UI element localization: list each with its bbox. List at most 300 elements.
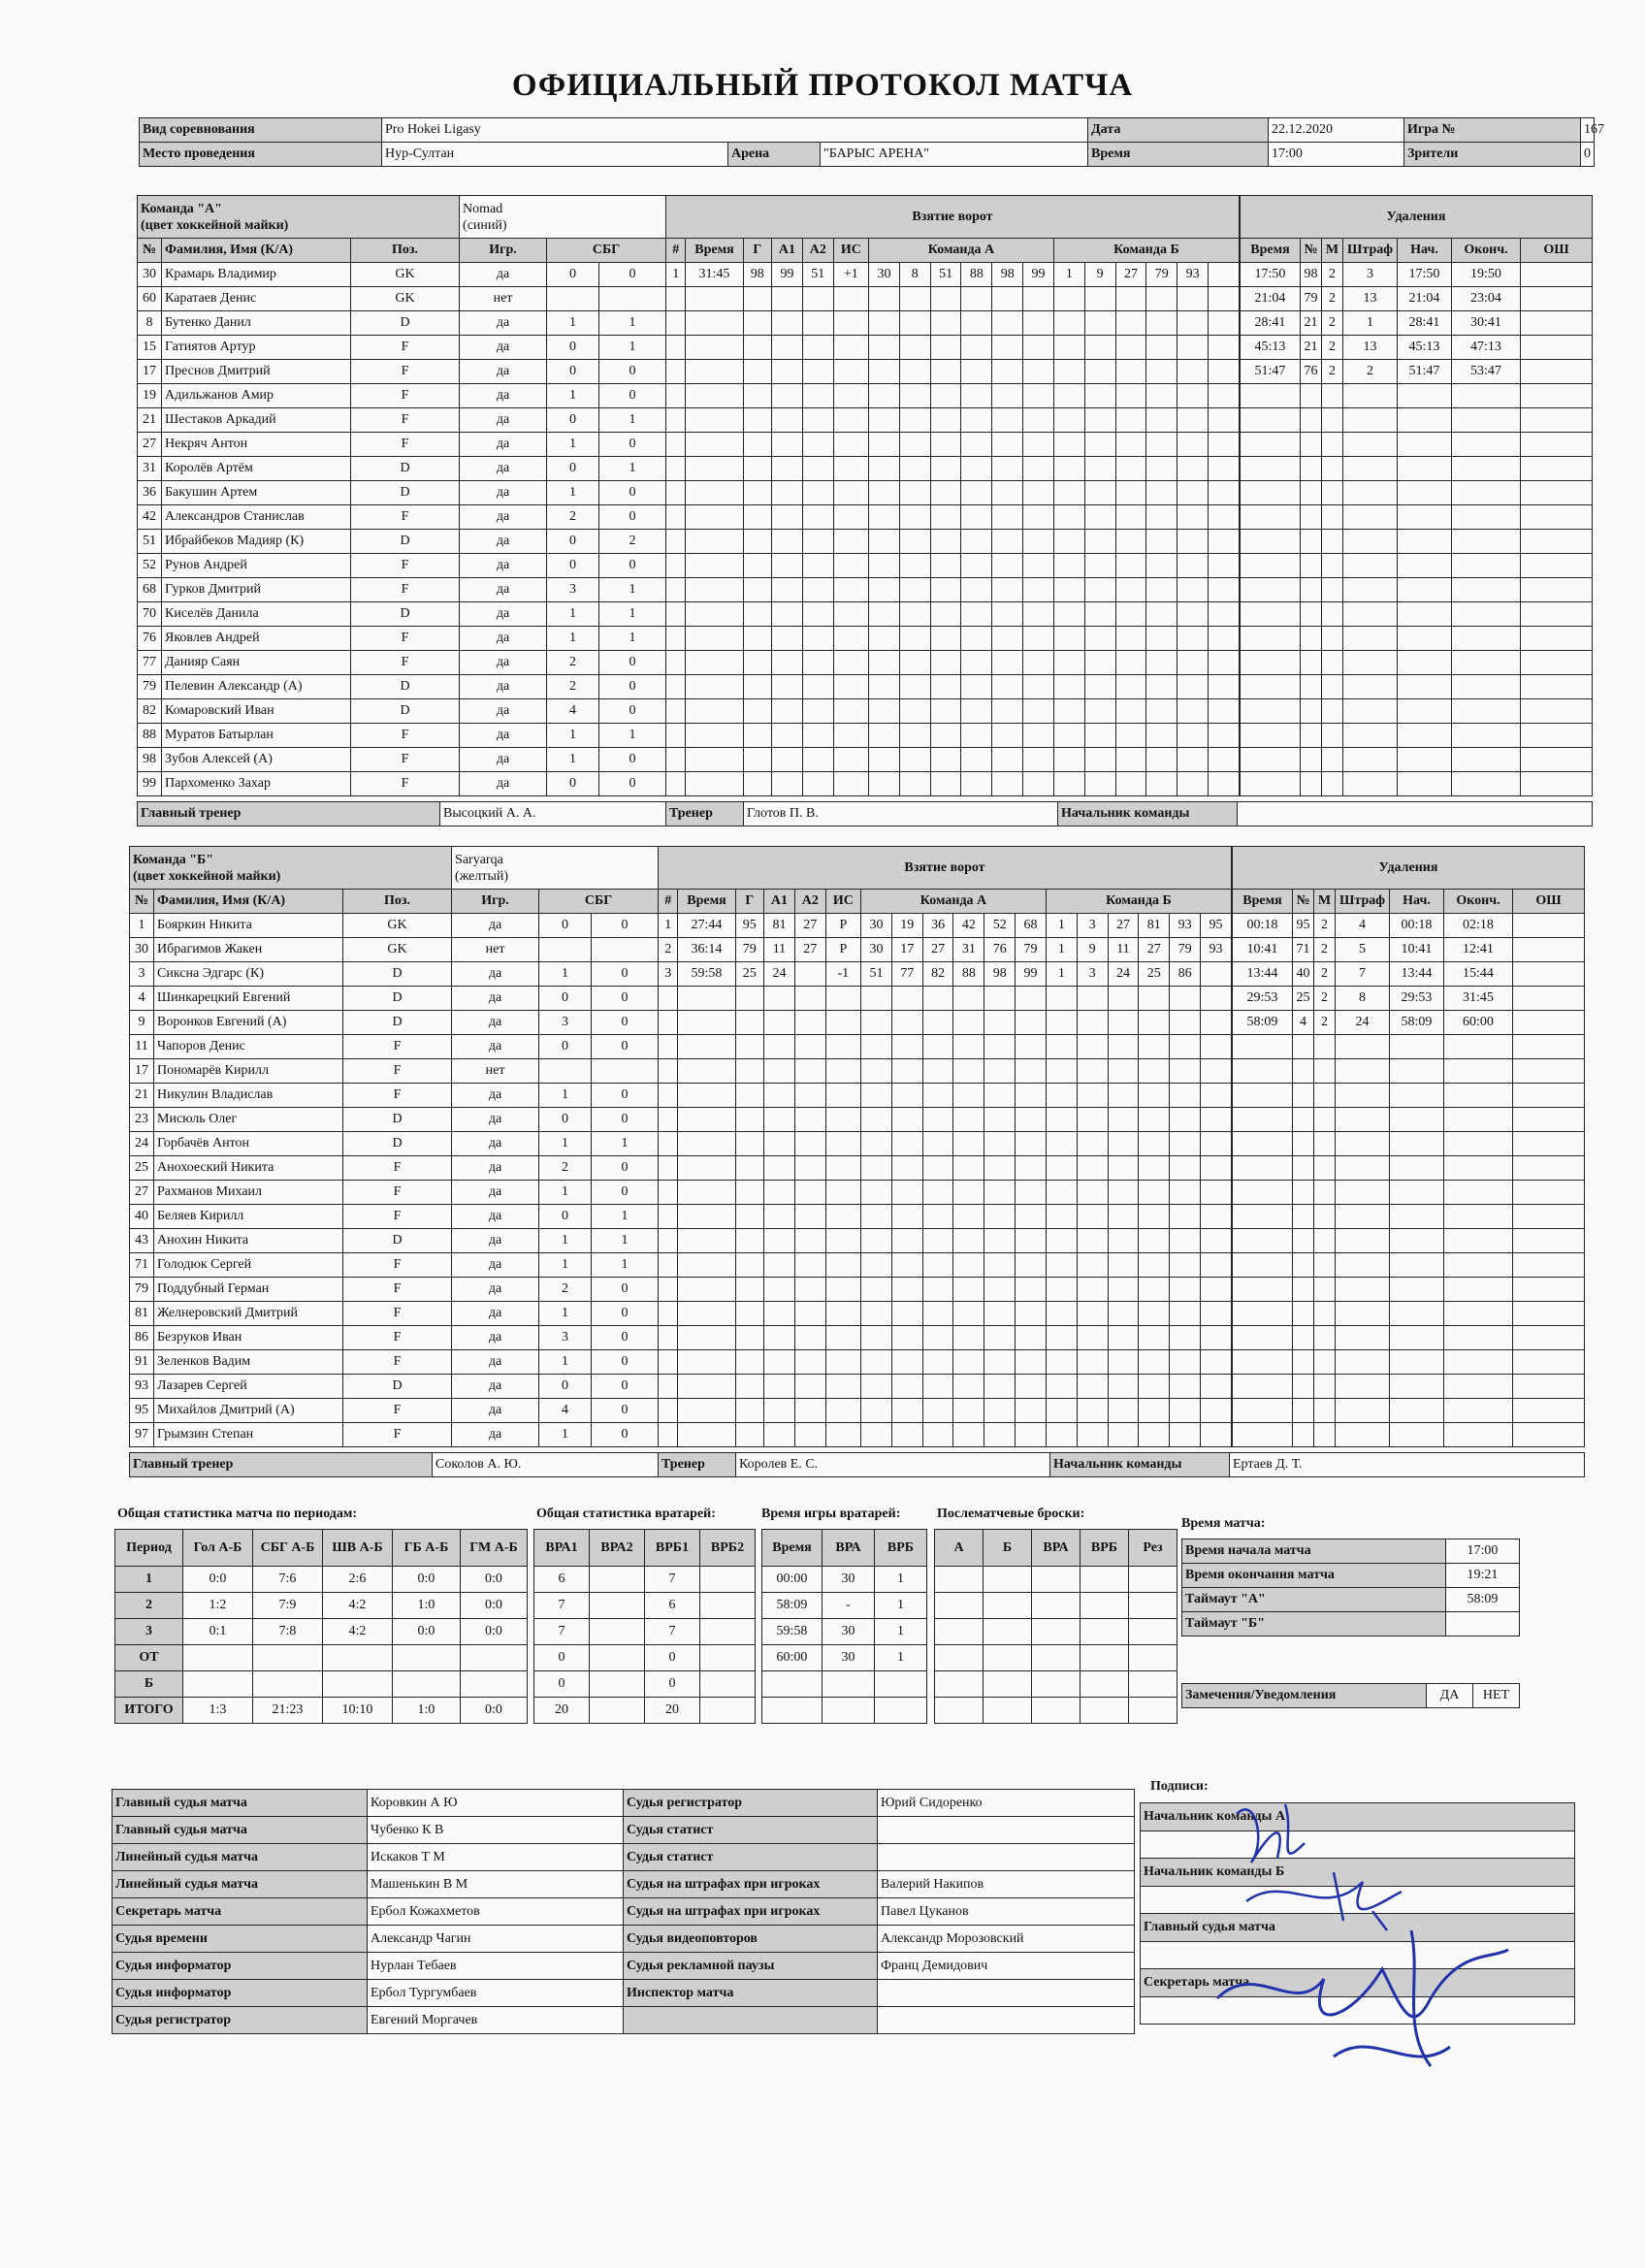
penalty-cell bbox=[1322, 457, 1343, 481]
signature-label: Главный судья матча bbox=[1141, 1914, 1575, 1942]
penalty-cell bbox=[1444, 1423, 1513, 1447]
goal-cell bbox=[869, 554, 900, 578]
player-row bbox=[130, 1326, 659, 1350]
goal-cell: 79 bbox=[735, 938, 764, 962]
player-number: 42 bbox=[138, 505, 162, 530]
goal-cell bbox=[992, 602, 1023, 627]
penalty-cell bbox=[1513, 1059, 1585, 1084]
goal-cell bbox=[899, 724, 930, 748]
col-sbg: СБГ bbox=[539, 890, 659, 914]
goal-cell bbox=[1146, 627, 1177, 651]
goal-cell: 1 bbox=[1046, 938, 1077, 962]
stat-cell bbox=[1129, 1671, 1177, 1698]
penalty-cell bbox=[1521, 433, 1593, 457]
penalty-row bbox=[1233, 1132, 1585, 1156]
goal-cell bbox=[1016, 1035, 1047, 1059]
goal-cell bbox=[1115, 287, 1146, 311]
goal-cell bbox=[1016, 1423, 1047, 1447]
officials-table bbox=[112, 1789, 1135, 2034]
table-row bbox=[762, 1593, 927, 1619]
arena-value: "БАРЫС АРЕНА" bbox=[821, 143, 1088, 167]
player-sbg-2: 0 bbox=[592, 1035, 659, 1059]
player-sbg-1: 1 bbox=[547, 602, 599, 627]
goal-cell bbox=[961, 627, 992, 651]
player-number: 30 bbox=[138, 263, 162, 287]
stat-cell bbox=[1032, 1593, 1081, 1619]
player-sbg-1: 0 bbox=[547, 772, 599, 796]
goal-cell bbox=[1016, 1399, 1047, 1423]
player-name: Александров Станислав bbox=[162, 505, 351, 530]
goal-col-is: ИС bbox=[825, 890, 860, 914]
goal-cell bbox=[772, 675, 803, 699]
goal-cell bbox=[861, 1132, 892, 1156]
signatures-table bbox=[1140, 1802, 1575, 2025]
goal-cell bbox=[825, 1156, 860, 1181]
penalty-cell bbox=[1241, 651, 1301, 675]
goal-cell bbox=[764, 1350, 795, 1375]
player-row bbox=[130, 1375, 659, 1399]
goal-col-a2: А2 bbox=[802, 239, 833, 263]
goal-cell bbox=[659, 1399, 678, 1423]
player-name: Адильжанов Амир bbox=[162, 384, 351, 408]
goal-col-a1: А1 bbox=[772, 239, 803, 263]
stat-cell bbox=[1081, 1671, 1129, 1698]
penalty-cell bbox=[1336, 1132, 1390, 1156]
goal-cell bbox=[686, 360, 743, 384]
notice-label: Замечения/Уведомления bbox=[1182, 1684, 1427, 1708]
goal-cell: 93 bbox=[1200, 938, 1231, 962]
goal-cell bbox=[1077, 1181, 1108, 1205]
player-number: 40 bbox=[130, 1205, 154, 1229]
stat-cell bbox=[323, 1645, 393, 1671]
penalty-cell bbox=[1513, 1278, 1585, 1302]
goal-cell bbox=[1108, 1181, 1139, 1205]
table-row bbox=[534, 1530, 756, 1567]
penalty-cell bbox=[1444, 1181, 1513, 1205]
penalty-cell: 13 bbox=[1343, 336, 1398, 360]
stat-cell bbox=[984, 1593, 1032, 1619]
goal-cell bbox=[1208, 602, 1239, 627]
stat-cell: 7 bbox=[534, 1593, 590, 1619]
player-name: Беляев Кирилл bbox=[154, 1205, 343, 1229]
official-name: Коровкин А Ю bbox=[368, 1790, 624, 1817]
player-position: F bbox=[343, 1350, 452, 1375]
penalty-cell bbox=[1293, 1375, 1314, 1399]
player-sbg-1: 0 bbox=[547, 457, 599, 481]
player-sbg-2: 0 bbox=[599, 360, 666, 384]
goal-cell bbox=[659, 1302, 678, 1326]
player-played: да bbox=[460, 263, 547, 287]
goal-cell bbox=[961, 384, 992, 408]
goal-cell bbox=[772, 772, 803, 796]
official-role: Главный судья матча bbox=[113, 1790, 368, 1817]
goal-cell bbox=[930, 554, 961, 578]
stat-cell bbox=[183, 1645, 253, 1671]
goal-cell bbox=[1046, 1253, 1077, 1278]
goal-cell bbox=[1046, 1229, 1077, 1253]
table-cell bbox=[624, 2007, 878, 2034]
goal-cell bbox=[802, 772, 833, 796]
penalty-cell bbox=[1398, 699, 1452, 724]
player-number: 21 bbox=[138, 408, 162, 433]
penalty-cell: 60:00 bbox=[1444, 1011, 1513, 1035]
penalty-cell bbox=[1521, 336, 1593, 360]
penalty-cell bbox=[1336, 1302, 1390, 1326]
goal-row bbox=[659, 1278, 1232, 1302]
goal-cell bbox=[1023, 433, 1054, 457]
goal-cell bbox=[1115, 384, 1146, 408]
goal-cell bbox=[984, 1035, 1016, 1059]
goal-cell bbox=[1170, 987, 1201, 1011]
penalty-row bbox=[1241, 433, 1593, 457]
player-position: F bbox=[351, 772, 460, 796]
goal-cell: 27 bbox=[1115, 263, 1146, 287]
goal-cell bbox=[922, 1084, 953, 1108]
goal-cell bbox=[772, 287, 803, 311]
player-played: да bbox=[460, 457, 547, 481]
player-position: D bbox=[343, 1108, 452, 1132]
goal-cell bbox=[764, 1059, 795, 1084]
goal-cell bbox=[1139, 1302, 1170, 1326]
penalty-cell bbox=[1343, 627, 1398, 651]
goal-cell bbox=[922, 1278, 953, 1302]
table-row bbox=[1182, 1612, 1520, 1636]
penalty-cell bbox=[1521, 578, 1593, 602]
goal-cell bbox=[1200, 1350, 1231, 1375]
goal-cell bbox=[1016, 1059, 1047, 1084]
player-played: да bbox=[452, 1399, 539, 1423]
goal-row bbox=[659, 962, 1232, 987]
penalty-cell: 13:44 bbox=[1233, 962, 1293, 987]
goal-cell bbox=[686, 408, 743, 433]
stat-cell bbox=[1081, 1645, 1129, 1671]
goal-cell bbox=[891, 1253, 922, 1278]
goal-cell bbox=[1177, 360, 1209, 384]
player-position: F bbox=[343, 1302, 452, 1326]
player-row bbox=[130, 1253, 659, 1278]
goal-cell bbox=[961, 699, 992, 724]
goal-cell bbox=[1084, 554, 1115, 578]
goal-cell bbox=[1108, 1035, 1139, 1059]
goal-cell bbox=[1115, 602, 1146, 627]
player-played: да bbox=[460, 602, 547, 627]
official-name: Александр Чагин bbox=[368, 1926, 624, 1953]
player-row bbox=[130, 1011, 659, 1035]
game-number-label: Игра № bbox=[1404, 118, 1581, 143]
player-name: Зубов Алексей (А) bbox=[162, 748, 351, 772]
stat-cell bbox=[253, 1671, 323, 1698]
penalty-cell bbox=[1398, 602, 1452, 627]
goal-cell bbox=[891, 1399, 922, 1423]
goal-cell bbox=[1115, 311, 1146, 336]
penalty-cell bbox=[1521, 554, 1593, 578]
goal-cell bbox=[1053, 724, 1084, 748]
goal-cell bbox=[1200, 1035, 1231, 1059]
goal-cell bbox=[1108, 1059, 1139, 1084]
official-role: Судья регистратор bbox=[113, 2007, 368, 2034]
penalty-cell bbox=[1293, 1059, 1314, 1084]
penalty-row bbox=[1241, 360, 1593, 384]
goal-cell bbox=[802, 675, 833, 699]
goal-cell: 11 bbox=[1108, 938, 1139, 962]
goal-row bbox=[666, 748, 1240, 772]
goal-cell bbox=[984, 1108, 1016, 1132]
stat-cell: 0:0 bbox=[461, 1619, 528, 1645]
goal-cell bbox=[1177, 311, 1209, 336]
penalty-row bbox=[1241, 627, 1593, 651]
goal-cell: 30 bbox=[861, 914, 892, 938]
stat-cell bbox=[935, 1619, 984, 1645]
player-number: 9 bbox=[130, 1011, 154, 1035]
penalty-row bbox=[1241, 554, 1593, 578]
player-name: Горбачёв Антон bbox=[154, 1132, 343, 1156]
penalty-cell: 71 bbox=[1293, 938, 1314, 962]
penalty-cell bbox=[1444, 1253, 1513, 1278]
match-time-title: Время матча: bbox=[1181, 1516, 1266, 1531]
penalty-cell bbox=[1293, 1132, 1314, 1156]
player-sbg-2: 0 bbox=[599, 699, 666, 724]
penalty-cell bbox=[1452, 505, 1521, 530]
goal-cell bbox=[961, 748, 992, 772]
official-name bbox=[878, 1817, 1135, 1844]
goal-cell bbox=[869, 311, 900, 336]
player-number: 99 bbox=[138, 772, 162, 796]
official-role: Судья статист bbox=[624, 1844, 878, 1871]
goal-cell bbox=[743, 287, 772, 311]
table-row bbox=[935, 1593, 1177, 1619]
penalty-cell bbox=[1444, 1084, 1513, 1108]
goal-row bbox=[659, 1205, 1232, 1229]
goal-row bbox=[659, 1253, 1232, 1278]
penalty-cell bbox=[1521, 457, 1593, 481]
player-sbg-1: 4 bbox=[547, 699, 599, 724]
penalty-cell bbox=[1398, 408, 1452, 433]
penalty-cell bbox=[1322, 602, 1343, 627]
penalty-cell bbox=[1343, 554, 1398, 578]
player-name: Каратаев Денис bbox=[162, 287, 351, 311]
goal-cell bbox=[861, 1302, 892, 1326]
goal-cell bbox=[869, 772, 900, 796]
player-sbg-2: 1 bbox=[599, 602, 666, 627]
goal-cell bbox=[1046, 987, 1077, 1011]
goal-cell bbox=[802, 433, 833, 457]
stat-cell bbox=[1129, 1619, 1177, 1645]
player-number: 8 bbox=[138, 311, 162, 336]
goal-cell bbox=[1077, 1253, 1108, 1278]
stat-cell: 0 bbox=[534, 1645, 590, 1671]
penalty-cell bbox=[1301, 530, 1322, 554]
penalty-cell bbox=[1444, 1132, 1513, 1156]
goal-cell bbox=[869, 481, 900, 505]
goal-cell bbox=[1170, 1253, 1201, 1278]
penalty-cell bbox=[1444, 1035, 1513, 1059]
goal-row bbox=[666, 772, 1240, 796]
goal-cell bbox=[1046, 1108, 1077, 1132]
goal-cell bbox=[992, 530, 1023, 554]
penalty-cell bbox=[1293, 1035, 1314, 1059]
stat-cell bbox=[935, 1567, 984, 1593]
penalty-cell bbox=[1444, 1156, 1513, 1181]
penalty-cell: 02:18 bbox=[1444, 914, 1513, 938]
stat-cell bbox=[590, 1619, 645, 1645]
goal-cell bbox=[1208, 772, 1239, 796]
goal-cell bbox=[666, 384, 686, 408]
official-role: Судья рекламной паузы bbox=[624, 1953, 878, 1980]
penalty-cell bbox=[1452, 724, 1521, 748]
penalty-cell bbox=[1336, 1205, 1390, 1229]
player-name: Бакушин Артем bbox=[162, 481, 351, 505]
goal-cell bbox=[1016, 1229, 1047, 1253]
stat-cell: 1 bbox=[875, 1645, 927, 1671]
goal-cell bbox=[735, 1059, 764, 1084]
goal-cell bbox=[678, 1132, 735, 1156]
stat-cell bbox=[253, 1645, 323, 1671]
goal-cell bbox=[1146, 699, 1177, 724]
goal-cell bbox=[1016, 1084, 1047, 1108]
table-row bbox=[666, 196, 1240, 239]
goal-cell bbox=[953, 1084, 984, 1108]
penalty-cell: 5 bbox=[1336, 938, 1390, 962]
goal-cell bbox=[899, 675, 930, 699]
goal-cell bbox=[953, 987, 984, 1011]
penalty-cell bbox=[1513, 1375, 1585, 1399]
goal-cell bbox=[743, 578, 772, 602]
player-row bbox=[138, 530, 666, 554]
penalty-cell bbox=[1452, 651, 1521, 675]
penalty-cell bbox=[1241, 481, 1301, 505]
goal-cell bbox=[891, 1326, 922, 1350]
goal-cell bbox=[764, 1302, 795, 1326]
goal-cell bbox=[869, 457, 900, 481]
penalty-cell bbox=[1233, 1132, 1293, 1156]
goal-cell bbox=[678, 1326, 735, 1350]
player-position: D bbox=[351, 481, 460, 505]
penalty-cell bbox=[1444, 1326, 1513, 1350]
player-position: F bbox=[351, 748, 460, 772]
goal-cell bbox=[861, 1278, 892, 1302]
table-cell bbox=[878, 2007, 1135, 2034]
player-played: да bbox=[452, 1035, 539, 1059]
penalty-cell bbox=[1322, 651, 1343, 675]
player-number: 52 bbox=[138, 554, 162, 578]
goal-cell bbox=[802, 578, 833, 602]
goal-cell bbox=[659, 1035, 678, 1059]
stat-cell: 6 bbox=[534, 1567, 590, 1593]
penalty-cell bbox=[1241, 505, 1301, 530]
penalty-cell bbox=[1390, 1375, 1444, 1399]
player-played: нет bbox=[452, 938, 539, 962]
stat-cell: 1 bbox=[115, 1567, 183, 1593]
match-time-value: 17:00 bbox=[1446, 1539, 1520, 1564]
spectators-value: 0 bbox=[1581, 143, 1595, 167]
goal-cell bbox=[961, 772, 992, 796]
player-sbg-2: 1 bbox=[599, 457, 666, 481]
goal-cell bbox=[1177, 627, 1209, 651]
goal-row bbox=[666, 336, 1240, 360]
goal-cell bbox=[1146, 384, 1177, 408]
goal-cell bbox=[930, 627, 961, 651]
table-row bbox=[113, 2007, 1135, 2034]
goal-cell bbox=[678, 1011, 735, 1035]
penalty-cell bbox=[1241, 554, 1301, 578]
player-number: 95 bbox=[130, 1399, 154, 1423]
penalty-row bbox=[1233, 962, 1585, 987]
goal-cell bbox=[1208, 263, 1239, 287]
goal-cell bbox=[833, 481, 868, 505]
penalty-cell: 2 bbox=[1314, 914, 1336, 938]
goal-cell bbox=[869, 336, 900, 360]
signature-label: Начальник команды Б bbox=[1141, 1859, 1575, 1887]
goal-cell bbox=[1053, 772, 1084, 796]
table-row bbox=[762, 1530, 927, 1567]
player-name: Муратов Батырлан bbox=[162, 724, 351, 748]
penalty-cell bbox=[1314, 1399, 1336, 1423]
goal-cell bbox=[984, 1399, 1016, 1423]
penalty-cell: 2 bbox=[1314, 938, 1336, 962]
official-name: Юрий Сидоренко bbox=[878, 1790, 1135, 1817]
goal-cell bbox=[961, 336, 992, 360]
goal-cell bbox=[1046, 1205, 1077, 1229]
goal-cell: 24 bbox=[1108, 962, 1139, 987]
player-played: да bbox=[452, 1278, 539, 1302]
goal-cell bbox=[666, 336, 686, 360]
goal-cell bbox=[666, 651, 686, 675]
stat-cell: 30 bbox=[822, 1619, 875, 1645]
official-role: Секретарь матча bbox=[113, 1898, 368, 1926]
goal-cell bbox=[1053, 554, 1084, 578]
penalty-cell bbox=[1301, 724, 1322, 748]
player-name: Пелевин Александр (А) bbox=[162, 675, 351, 699]
goal-cell bbox=[686, 336, 743, 360]
goal-cell bbox=[1084, 748, 1115, 772]
goal-cell bbox=[666, 675, 686, 699]
col-pos: Поз. bbox=[343, 890, 452, 914]
goal-cell bbox=[833, 530, 868, 554]
table-row bbox=[115, 1698, 528, 1724]
goal-cell bbox=[825, 1253, 860, 1278]
table-row bbox=[935, 1645, 1177, 1671]
player-sbg-1: 1 bbox=[547, 748, 599, 772]
table-row bbox=[138, 196, 666, 239]
goal-cell bbox=[1146, 651, 1177, 675]
goal-cell bbox=[1046, 1350, 1077, 1375]
goal-cell bbox=[1016, 987, 1047, 1011]
goals-header: Взятие ворот bbox=[666, 196, 1240, 239]
goal-cell bbox=[1177, 336, 1209, 360]
goal-cell bbox=[1146, 287, 1177, 311]
player-sbg-1: 1 bbox=[539, 1253, 592, 1278]
goal-cell bbox=[953, 1011, 984, 1035]
player-sbg-1: 1 bbox=[539, 1084, 592, 1108]
goal-row bbox=[659, 1375, 1232, 1399]
penalty-cell bbox=[1343, 505, 1398, 530]
goal-cell bbox=[1146, 554, 1177, 578]
goal-cell bbox=[861, 1035, 892, 1059]
penalty-cell: 2 bbox=[1322, 336, 1343, 360]
goal-cell bbox=[953, 1156, 984, 1181]
goal-cell bbox=[1115, 772, 1146, 796]
player-sbg-1: 0 bbox=[539, 914, 592, 938]
penalty-cell bbox=[1398, 481, 1452, 505]
goal-cell bbox=[953, 1181, 984, 1205]
penalty-cell bbox=[1390, 1278, 1444, 1302]
goal-row bbox=[659, 1399, 1232, 1423]
stat-cell bbox=[461, 1671, 528, 1698]
goal-cell bbox=[678, 1399, 735, 1423]
penalty-row bbox=[1241, 311, 1593, 336]
goal-cell bbox=[930, 433, 961, 457]
goal-cell bbox=[869, 433, 900, 457]
